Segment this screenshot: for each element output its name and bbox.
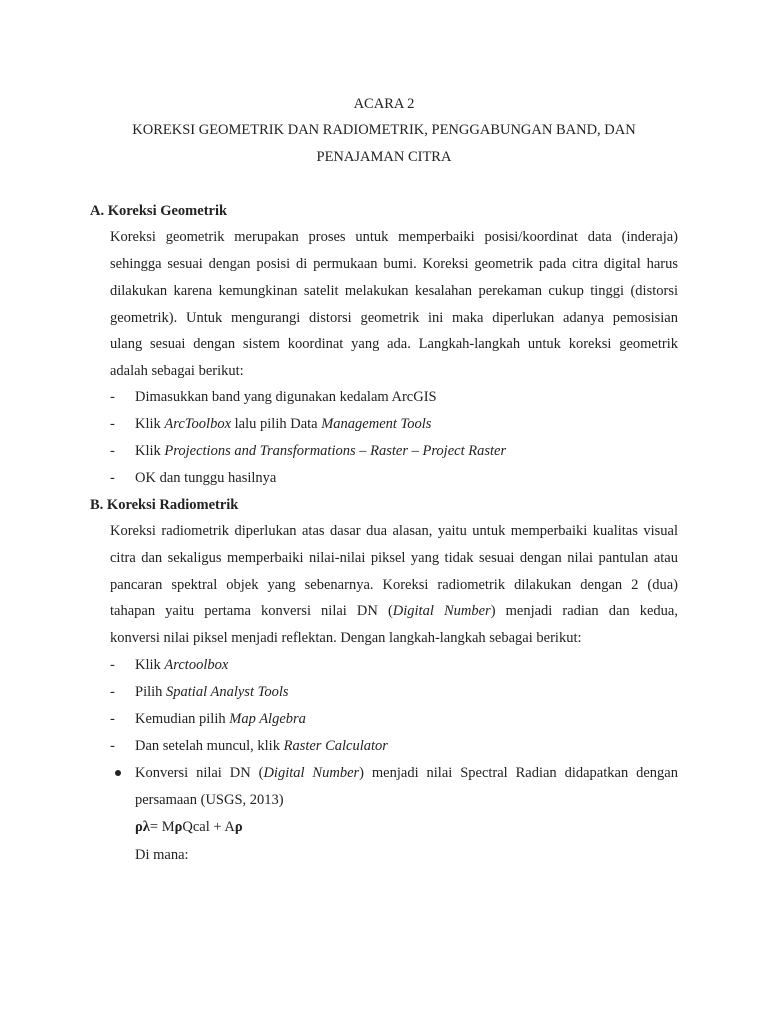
list-dash: - xyxy=(110,389,115,405)
section-a-para-line: geometrik). Untuk mengurangi distorsi geometrik ini maka diperlukan adanya pemosisian xyxy=(110,310,678,326)
list-item: Dimasukkan band yang digunakan kedalam ArcGIS xyxy=(135,389,437,405)
list-item: Dan setelah muncul, klik Raster Calculator xyxy=(135,738,388,754)
title-line-2: PENAJAMAN CITRA xyxy=(316,149,452,165)
section-a-para-line: dilakukan karena kemungkinan satelit melakukan kesalahan perekaman cukup tinggi (distorsi xyxy=(110,283,678,299)
list-dash: - xyxy=(110,738,115,754)
section-b-para-line: Koreksi radiometrik diperlukan atas dasar dua alasan, yaitu untuk memperbaiki kualitas visual xyxy=(110,523,678,539)
list-dash: - xyxy=(110,470,115,486)
list-item: Kemudian pilih Map Algebra xyxy=(135,711,306,727)
bullet-item-line: Konversi nilai DN (Digital Number) menjadi nilai Spectral Radian didapatkan dengan xyxy=(135,765,678,781)
section-a-para-line: Koreksi geometrik merupakan proses untuk memperbaiki posisi/koordinat data (inderaja) xyxy=(110,229,678,245)
bullet-item-line: persamaan (USGS, 2013) xyxy=(135,792,284,808)
list-item: Klik ArcToolbox lalu pilih Data Management Tools xyxy=(135,416,432,432)
list-item: Klik Arctoolbox xyxy=(135,657,229,673)
section-b-heading: B. Koreksi Radiometrik xyxy=(90,497,239,513)
list-dash: - xyxy=(110,443,115,459)
list-dash: - xyxy=(110,711,115,727)
formula: ρλ= MρQcal + Aρ xyxy=(135,819,243,835)
list-dash: - xyxy=(110,684,115,700)
section-b-para-line: citra dan sekaligus memperbaiki nilai-nilai piksel yang tidak sesuai dengan nilai pantulan atau xyxy=(110,550,678,566)
section-b-para-line: tahapan yaitu pertama konversi nilai DN (Digital Number) menjadi radian dan kedua, xyxy=(110,603,678,619)
section-a-para-line: ulang sesuai dengan sistem koordinat yang ada. Langkah-langkah untuk koreksi geometrik xyxy=(110,336,678,352)
section-a-para-line: adalah sebagai berikut: xyxy=(110,363,244,379)
list-item: Klik Projections and Transformations – Raster – Project Raster xyxy=(135,443,507,459)
dimana-label: Di mana: xyxy=(135,847,189,863)
list-dash: - xyxy=(110,416,115,432)
section-b-para-line: pancaran spektral objek yang sebenarnya. Koreksi radiometrik dilakukan dengan 2 (dua) xyxy=(110,577,678,593)
section-a-heading: A. Koreksi Geometrik xyxy=(90,203,228,219)
section-b-para-line: konversi nilai piksel menjadi reflektan. Dengan langkah-langkah sebagai berikut: xyxy=(110,630,582,646)
list-item: Pilih Spatial Analyst Tools xyxy=(135,684,289,700)
section-a-para-line: sehingga sesuai dengan posisi di permukaan bumi. Koreksi geometrik pada citra digital harus xyxy=(110,256,678,272)
list-dash: - xyxy=(110,657,115,673)
acara-label: ACARA 2 xyxy=(353,96,415,112)
title-line-1: KOREKSI GEOMETRIK DAN RADIOMETRIK, PENGGABUNGAN BAND, DAN xyxy=(132,122,636,138)
list-item: OK dan tunggu hasilnya xyxy=(135,470,277,486)
bullet-dot-icon xyxy=(115,770,121,776)
